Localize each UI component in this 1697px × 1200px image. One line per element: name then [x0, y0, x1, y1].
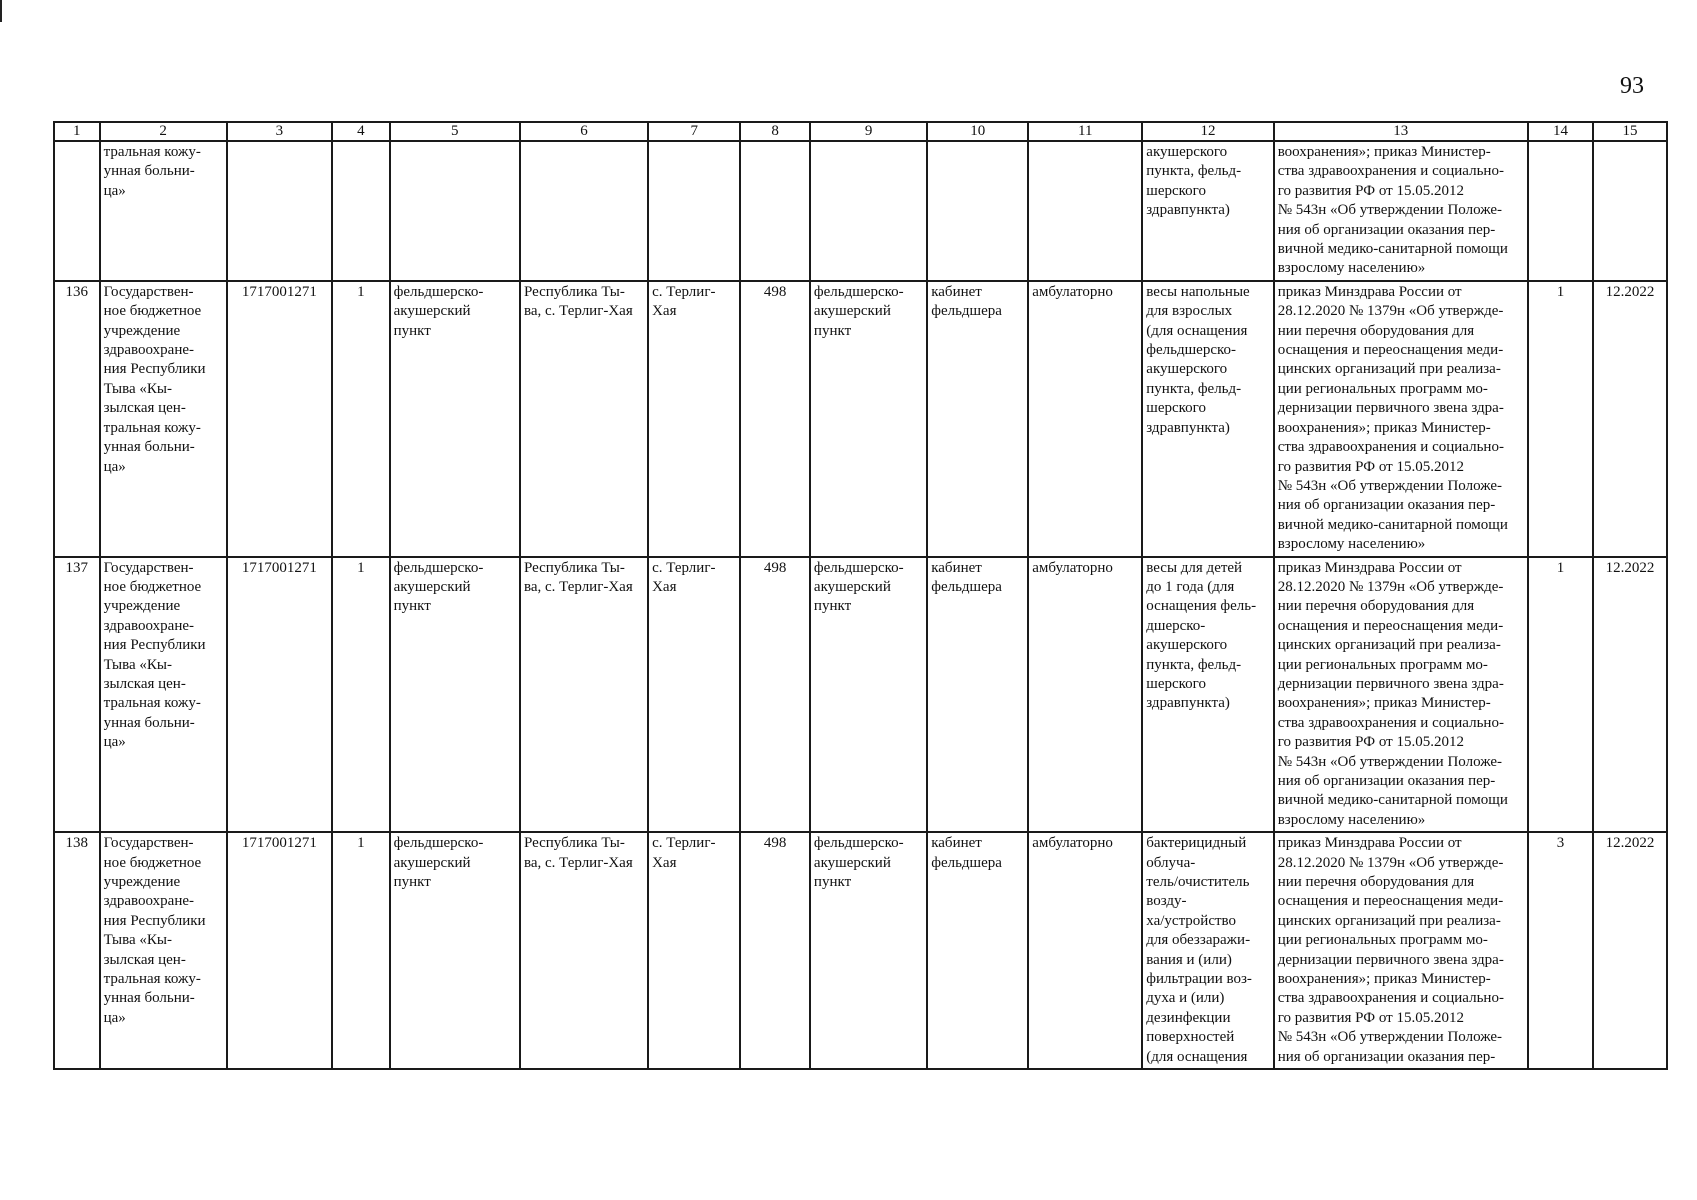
date-cell: 12.2022 — [1593, 281, 1667, 557]
room-cell: кабинет фельдшера — [927, 832, 1028, 1069]
inn-cell: 1717001271 — [227, 557, 332, 833]
date-cell: 12.2022 — [1593, 832, 1667, 1069]
col-header-7: 7 — [648, 122, 740, 141]
room-cell — [927, 141, 1028, 281]
count-cell — [332, 141, 390, 281]
division-cell: фельдшерско- акушерский пункт — [810, 557, 927, 833]
unit-type-cell: фельдшерско- акушерский пункт — [390, 557, 520, 833]
col-header-12: 12 — [1142, 122, 1273, 141]
date-cell — [1593, 141, 1667, 281]
equipment-cell: весы напольные для взрослых (для оснащения фельдшерско- акушерского пункта, фельд- шерского здравпункта) — [1142, 281, 1273, 557]
col-header-2: 2 — [100, 122, 227, 141]
count-cell: 1 — [332, 832, 390, 1069]
room-cell: кабинет фельдшера — [927, 557, 1028, 833]
address-cell: Республика Ты- ва, с. Терлиг-Хая — [520, 281, 648, 557]
regulation-cell: приказ Минздрава России от 28.12.2020 № 1379н «Об утвержде- нии перечня оборудования для оснащения и переоснащения меди- цинских организаций при реализа- ции региональных программ мо- дернизации первичного звена здра- воохранения»; приказ Министер- ства здравоохранения и социально- го развития РФ от 15.05.2012 № 543н «Об утверждении Положе- ния об организации оказания пер- вичной медико-санитарной помощи взрослому населению» — [1274, 281, 1528, 557]
scan-edge-mark — [0, 0, 2, 22]
regulation-cell: приказ Минздрава России от 28.12.2020 № 1379н «Об утвержде- нии перечня оборудования для оснащения и переоснащения меди- цинских организаций при реализа- ции региональных программ мо- дернизации первичного звена здра- воохранения»; приказ Министер- ства здравоохранения и социально- го развития РФ от 15.05.2012 № 543н «Об утверждении Положе- ния об организации оказания пер- вичной медико-санитарной помощи взрослому населению» — [1274, 557, 1528, 833]
table-row — [54, 141, 1667, 281]
organization-cell: Государствен- ное бюджетное учреждение здравоохране- ния Республики Тыва «Кы- зылская цен- тральная кожу- унная больни- ца» — [100, 832, 227, 1069]
unit-type-cell: фельдшерско- акушерский пункт — [390, 832, 520, 1069]
col-header-9: 9 — [810, 122, 927, 141]
table-row — [54, 281, 1667, 557]
row-number-cell: 136 — [54, 281, 100, 557]
count-cell: 1 — [332, 557, 390, 833]
population-cell: 498 — [740, 281, 810, 557]
care-form-cell: амбулаторно — [1028, 281, 1142, 557]
quantity-cell — [1528, 141, 1593, 281]
unit-type-cell: фельдшерско- акушерский пункт — [390, 281, 520, 557]
page-number: 93 — [1620, 73, 1644, 99]
division-cell: фельдшерско- акушерский пункт — [810, 281, 927, 557]
equipment-cell: весы для детей до 1 года (для оснащения фель- дшерско- акушерского пункта, фельд- шерского здравпункта) — [1142, 557, 1273, 833]
regulation-cell: приказ Минздрава России от 28.12.2020 № 1379н «Об утвержде- нии перечня оборудования для оснащения и переоснащения меди- цинских организаций при реализа- ции региональных программ мо- дернизации первичного звена здра- воохранения»; приказ Министер- ства здравоохранения и социально- го развития РФ от 15.05.2012 № 543н «Об утверждении Положе- ния об организации оказания пер- — [1274, 832, 1528, 1069]
organization-cell: Государствен- ное бюджетное учреждение здравоохране- ния Республики Тыва «Кы- зылская цен- тральная кожу- унная больни- ца» — [100, 281, 227, 557]
col-header-5: 5 — [390, 122, 520, 141]
row-number-cell: 137 — [54, 557, 100, 833]
settlement-cell: с. Терлиг- Хая — [648, 557, 740, 833]
organization-cell: Государствен- ное бюджетное учреждение здравоохране- ния Республики Тыва «Кы- зылская цен- тральная кожу- унная больни- ца» — [100, 557, 227, 833]
col-header-10: 10 — [927, 122, 1028, 141]
quantity-cell: 1 — [1528, 281, 1593, 557]
care-form-cell: амбулаторно — [1028, 557, 1142, 833]
inn-cell: 1717001271 — [227, 832, 332, 1069]
care-form-cell: амбулаторно — [1028, 832, 1142, 1069]
quantity-cell: 1 — [1528, 557, 1593, 833]
address-cell: Республика Ты- ва, с. Терлиг-Хая — [520, 557, 648, 833]
col-header-3: 3 — [227, 122, 332, 141]
care-form-cell — [1028, 141, 1142, 281]
row-number-cell — [54, 141, 100, 281]
address-cell — [520, 141, 648, 281]
settlement-cell — [648, 141, 740, 281]
address-cell: Республика Ты- ва, с. Терлиг-Хая — [520, 832, 648, 1069]
unit-type-cell — [390, 141, 520, 281]
col-header-11: 11 — [1028, 122, 1142, 141]
date-cell: 12.2022 — [1593, 557, 1667, 833]
column-number-row — [54, 122, 1667, 141]
settlement-cell: с. Терлиг- Хая — [648, 281, 740, 557]
inn-cell — [227, 141, 332, 281]
col-header-13: 13 — [1274, 122, 1528, 141]
division-cell — [810, 141, 927, 281]
room-cell: кабинет фельдшера — [927, 281, 1028, 557]
division-cell: фельдшерско- акушерский пункт — [810, 832, 927, 1069]
col-header-4: 4 — [332, 122, 390, 141]
quantity-cell: 3 — [1528, 832, 1593, 1069]
count-cell: 1 — [332, 281, 390, 557]
table-row — [54, 557, 1667, 833]
equipment-cell: акушерского пункта, фельд- шерского здравпункта) — [1142, 141, 1273, 281]
regulation-cell: воохранения»; приказ Министер- ства здравоохранения и социально- го развития РФ от 15.05.2012 № 543н «Об утверждении Положе- ния об организации оказания пер- вичной медико-санитарной помощи взрослому населению» — [1274, 141, 1528, 281]
col-header-8: 8 — [740, 122, 810, 141]
col-header-6: 6 — [520, 122, 648, 141]
equipment-cell: бактерицидный облуча- тель/очиститель возду- ха/устройство для обеззаражи- вания и (или) фильтрации воз- духа и (или) дезинфекции поверхностей (для оснащения — [1142, 832, 1273, 1069]
settlement-cell: с. Терлиг- Хая — [648, 832, 740, 1069]
table-row — [54, 832, 1667, 1069]
col-header-14: 14 — [1528, 122, 1593, 141]
organization-cell: тральная кожу- унная больни- ца» — [100, 141, 227, 281]
population-cell: 498 — [740, 557, 810, 833]
col-header-1: 1 — [54, 122, 100, 141]
col-header-15: 15 — [1593, 122, 1667, 141]
population-cell — [740, 141, 810, 281]
row-number-cell: 138 — [54, 832, 100, 1069]
population-cell: 498 — [740, 832, 810, 1069]
equipment-table — [53, 121, 1668, 1070]
inn-cell: 1717001271 — [227, 281, 332, 557]
